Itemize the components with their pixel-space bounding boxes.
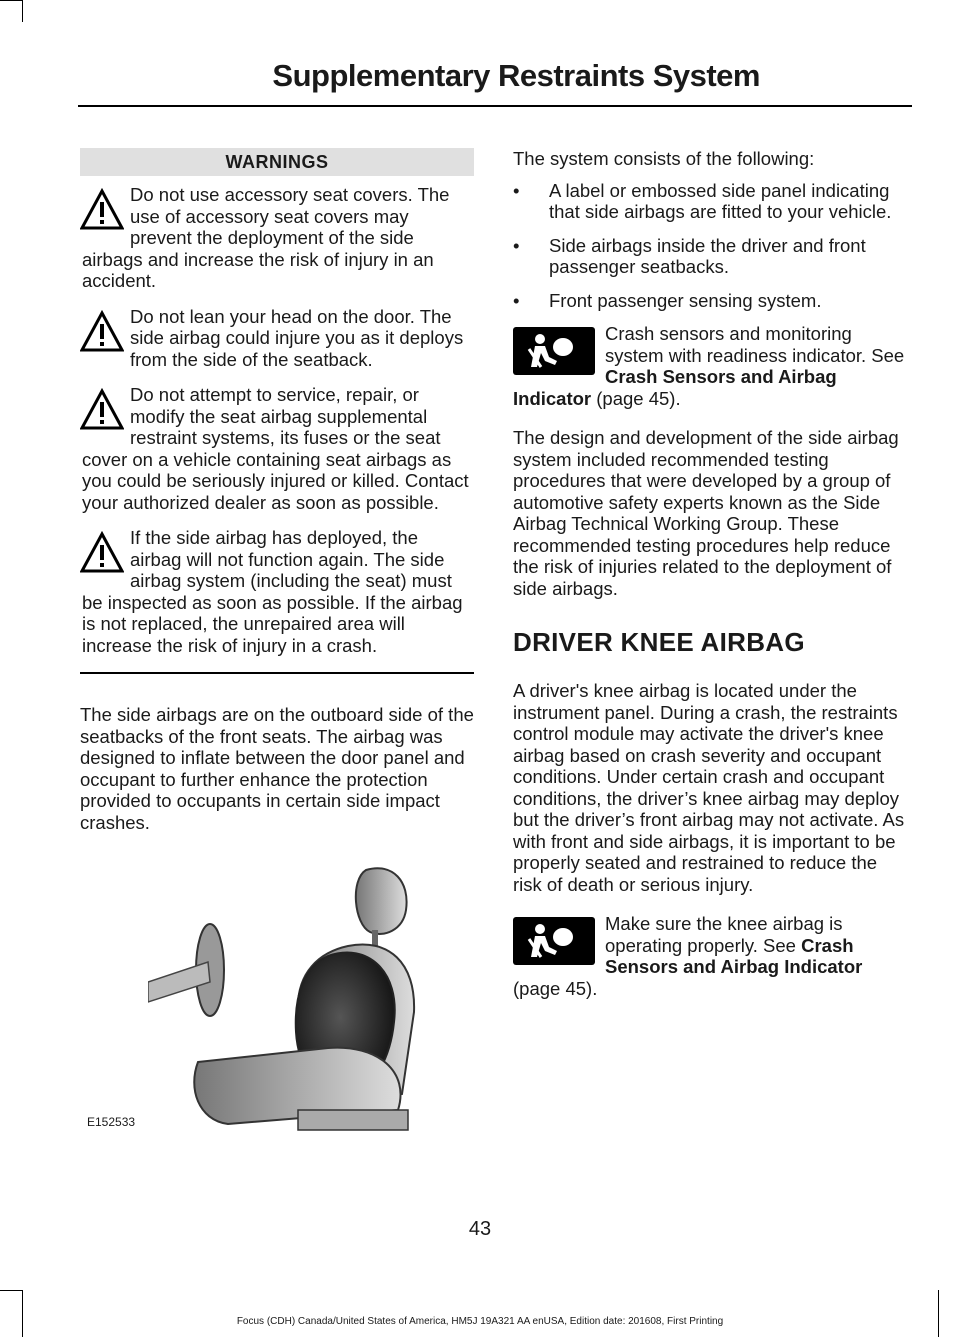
list-item: • Side airbags inside the driver and front passenger seatbacks. bbox=[513, 235, 908, 278]
warning-triangle-icon bbox=[80, 188, 124, 232]
crash-sensor-reference-link[interactable]: Crash Sensors and Airbag Indicator bbox=[513, 366, 837, 409]
warnings-end-rule bbox=[80, 672, 474, 674]
knee-airbag-note bbox=[513, 913, 908, 999]
warning-triangle-icon bbox=[80, 388, 124, 432]
warning-text: Do not use accessory seat covers. The use of accessory seat covers may prevent the deployment of the side airbags and increase the risk of injury in an accident. bbox=[82, 184, 450, 291]
airbag-indicator-icon bbox=[513, 917, 595, 965]
seat-airbag-illustration bbox=[148, 862, 448, 1134]
warning-item bbox=[80, 384, 474, 513]
figure-label: E152533 bbox=[87, 1115, 136, 1129]
warning-text: If the side airbag has deployed, the airbag will not function again. The side airbag system (including the seat) must be inspected as soon as possible. If the airbag is not replaced, the unrepaired area will increase the risk of injury in a crash. bbox=[82, 527, 463, 656]
design-paragraph: The design and development of the side airbag system included recommended testing procedures that were developed by a group of automotive safety experts known as the Side Airbag Technical Working Group. These recommended testing procedures help reduce the risk of injuries related to the deployment of side airbags. bbox=[513, 427, 899, 599]
page-header-title: Supplementary Restraints System bbox=[272, 58, 760, 93]
section-title: DRIVER KNEE AIRBAG bbox=[513, 627, 805, 657]
warning-text: Do not attempt to service, repair, or modify the seat airbag supplemental restraint systems, its fuses or the seat cover on a vehicle containing seat airbags as you could be seriously injured or killed. Contact your authorized dealer as soon as possible. bbox=[82, 384, 469, 513]
left-column bbox=[80, 148, 474, 851]
crash-sensor-note bbox=[513, 323, 908, 409]
header-divider bbox=[78, 105, 912, 107]
warning-item bbox=[80, 184, 474, 292]
warning-triangle-icon bbox=[80, 531, 124, 575]
page-number: 43 bbox=[468, 1218, 492, 1240]
list-item: • A label or embossed side panel indicating that side airbags are fitted to your vehicle. bbox=[513, 180, 908, 223]
warnings-heading: WARNINGS bbox=[80, 148, 474, 176]
warning-text: Do not lean your head on the door. The side airbag could injure you as it deploys from the side of the seatback. bbox=[130, 305, 464, 370]
crash-sensor-reference-link[interactable]: Crash Sensors and Airbag Indicator bbox=[605, 934, 863, 977]
crash-sensor-text: Crash sensors and monitoring system with readiness indicator. See bbox=[605, 323, 905, 366]
list-item: • Front passenger sensing system. bbox=[513, 290, 908, 312]
page-reference: (page 45). bbox=[513, 977, 598, 999]
page-footer: Focus (CDH) Canada/United States of America, HM5J 19A321 AA enUSA, Edition date: 201608, First Printing bbox=[236, 1316, 724, 1327]
warning-item bbox=[80, 306, 474, 371]
side-airbag-paragraph: The side airbags are on the outboard side of the seatbacks of the front seats. The airbag was designed to inflate between the door panel and occupant to further enhance the protection provided to occupants in certain side impact crashes. bbox=[80, 704, 474, 833]
knee-airbag-note-text: Make sure the knee airbag is operating properly. See bbox=[605, 913, 843, 956]
system-components-list bbox=[513, 180, 908, 312]
right-column bbox=[513, 148, 908, 1017]
system-intro: The system consists of the following: bbox=[513, 148, 815, 169]
warning-item bbox=[80, 527, 474, 656]
knee-airbag-paragraph: A driver's knee airbag is located under the instrument panel. During a crash, the restraints control module may activate the driver's knee airbag based on crash severity and occupant conditions. Under certain crash and occupant conditions, the driver’s knee airbag may deploy but the driver’s front airbag may not activate. As with front and side airbags, it is important to be properly seated and restrained to reduce the risk of death or serious injury. bbox=[513, 680, 905, 895]
warning-triangle-icon bbox=[80, 310, 124, 354]
airbag-indicator-icon bbox=[513, 327, 595, 375]
page-reference: (page 45). bbox=[596, 387, 681, 409]
